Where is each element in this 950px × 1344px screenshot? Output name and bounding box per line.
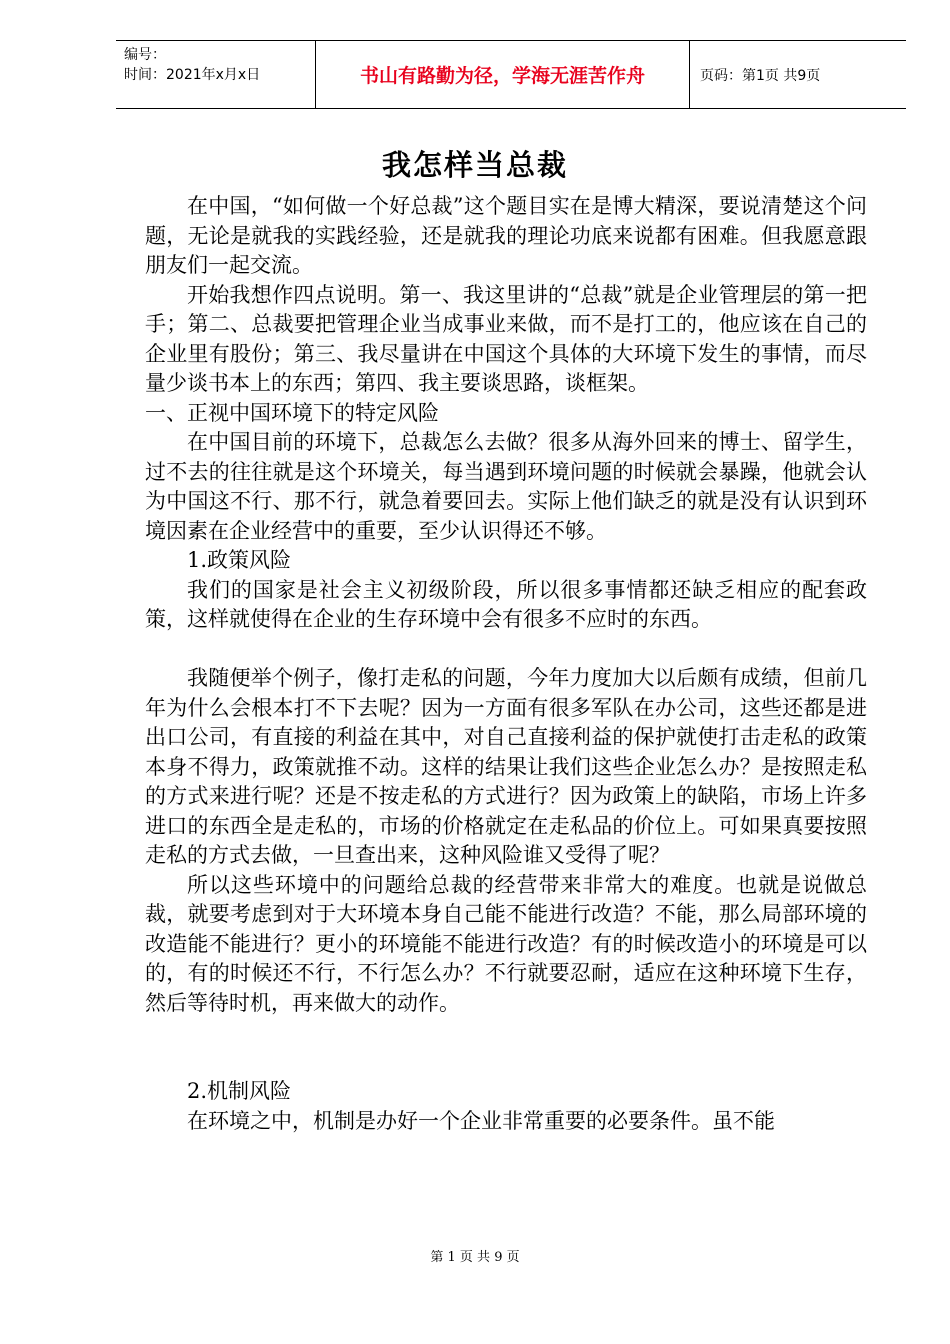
header-table xyxy=(116,40,906,109)
section-heading: 一、正视中国环境下的特定风险 xyxy=(145,400,439,425)
document-number-label: 编号： xyxy=(124,47,166,63)
subsection-heading: 1.政策风险 xyxy=(187,548,292,572)
paragraph: 我们的国家是社会主义初级阶段，所以很多事情都还缺乏相应的配套政策，这样就使得在企业的生存环境中会有很多不应时的东西。 xyxy=(145,577,867,631)
spacer xyxy=(145,1018,867,1077)
document-time-label: 时间：2021年x月x日 xyxy=(124,67,261,83)
header-page-info: 页码：第1页 共9页 xyxy=(700,67,821,84)
spacer xyxy=(145,635,867,665)
paragraph: 所以这些环境中的问题给总裁的经营带来非常大的难度。也就是说做总裁，就要考虑到对于大环境本身自己能不能进行改造？不能，那么局部环境的改造能不能进行？更小的环境能不能进行改造？有的时候改造小的环境是可以的，有的时候还不行，不行怎么办？不行就要忍耐，适应在这种环境下生存，然后等待时机，再来做大的动作。 xyxy=(145,872,867,1015)
paragraph: 在环境之中，机制是办好一个企业非常重要的必要条件。虽不能 xyxy=(187,1108,775,1133)
page-footer: 第 1 页 共 9 页 xyxy=(430,1250,520,1265)
subsection-heading: 2.机制风险 xyxy=(187,1079,292,1103)
paragraph: 开始我想作四点说明。第一、我这里讲的“总裁”就是企业管理层的第一把手；第二、总裁要把管理企业当成事业来做，而不是打工的，他应该在自己的企业里有股份；第三、我尽量讲在中国这个具体的大环境下发生的事情，而尽量少谈书本上的东西；第四、我主要谈思路，谈框架。 xyxy=(145,282,867,395)
paragraph: 在中国，“如何做一个好总裁”这个题目实在是博大精深，要说清楚这个问题，无论是就我的实践经验，还是就我的理论功底来说都有困难。但我愿意跟朋友们一起交流。 xyxy=(145,194,867,277)
document-title: 我怎样当总裁 xyxy=(381,148,568,182)
paragraph: 我随便举个例子，像打走私的问题，今年力度加大以后颇有成绩，但前几年为什么会根本打不下去呢？因为一方面有很多军队在办公司，这些还都是进出口公司，有直接的利益在其中，对自己直接利益的保护就使打击走私的政策本身不得力，政策就推不动。这样的结果让我们这些企业怎么办？是按照走私的方式来进行呢？还是不按走私的方式进行？因为政策上的缺陷，市场上许多进口的东西全是走私的，市场的价格就定在走私品的价位上。可如果真要按照走私的方式去做，一旦查出来，这种风险谁又受得了呢？ xyxy=(145,666,867,867)
paragraph: 在中国目前的环境下，总裁怎么去做？很多从海外回来的博士、留学生，过不去的往往就是这个环境关，每当遇到环境问题的时候就会暴躁，他就会认为中国这不行、那不行，就急着要回去。实际上他们缺乏的就是没有认识到环境因素在企业经营中的重要，至少认识得还不够。 xyxy=(145,430,867,543)
header-meta-cell xyxy=(116,41,316,108)
header-motto: 书山有路勤为径，学海无涯苦作舟 xyxy=(316,41,690,108)
document-body xyxy=(145,192,867,1136)
